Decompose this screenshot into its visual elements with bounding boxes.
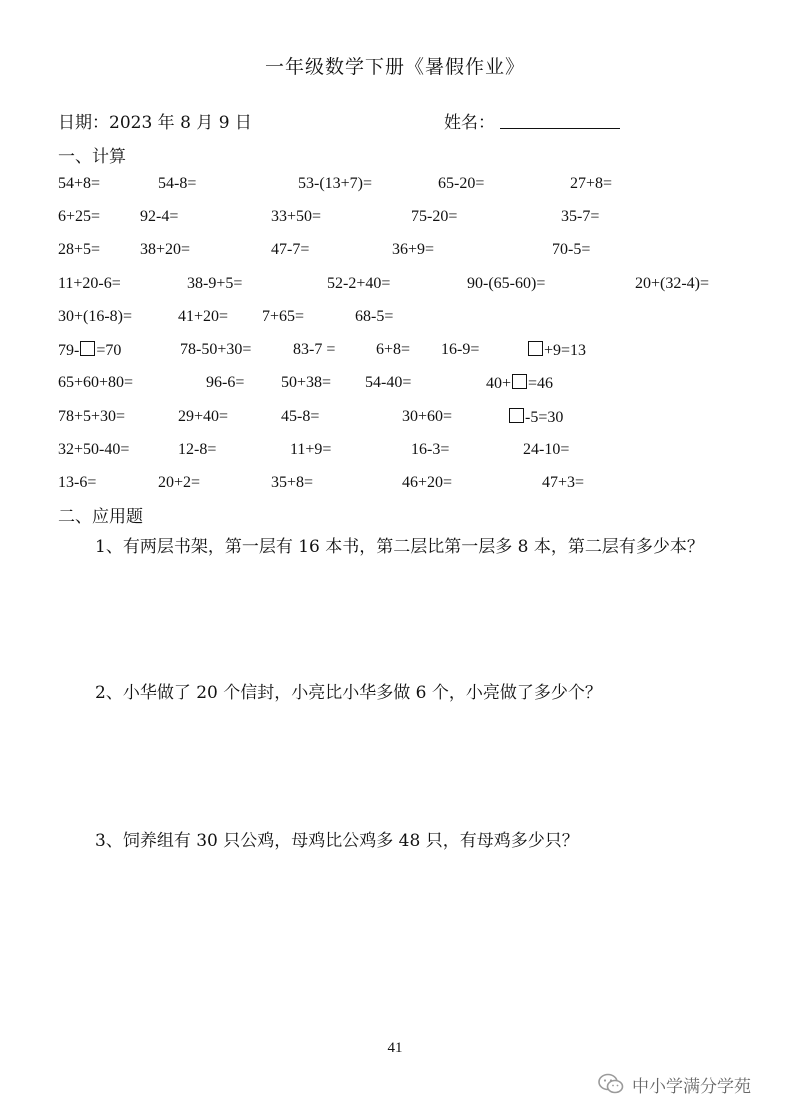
calc-item: 65+60+80=: [58, 374, 134, 391]
calc-item: 46+20=: [402, 474, 453, 491]
calc-item: 33+50=: [271, 208, 322, 225]
answer-box: [80, 341, 95, 356]
calc-item: 6+8=: [376, 341, 411, 358]
calc-item: [58, 341, 121, 360]
calc-item: 32+50-40=: [58, 441, 130, 458]
answer-box: [528, 341, 543, 356]
calc-item: 30+(16-8)=: [58, 308, 133, 325]
calc-item: 38-9+5=: [187, 275, 243, 292]
calc-row: [0, 441, 790, 465]
calc-item: 28+5=: [58, 241, 101, 258]
calc-item-suffix: =46: [528, 375, 554, 392]
calc-item-prefix: 40+: [486, 375, 512, 392]
calc-row: [0, 374, 790, 398]
word-problem-3: 3、饲养组有 30 只公鸡，母鸡比公鸡多 48 只，有母鸡多少只？: [95, 831, 579, 851]
calc-item: 12-8=: [178, 441, 217, 458]
calc-item: 38+20=: [140, 241, 191, 258]
calc-item: 92-4=: [140, 208, 179, 225]
answer-box: [509, 408, 524, 423]
answer-box: [512, 374, 527, 389]
calc-item: 96-6=: [206, 374, 245, 391]
watermark: [598, 1072, 751, 1096]
calc-row: [0, 308, 790, 332]
calc-item: 83-7 =: [293, 341, 336, 358]
calc-row: [0, 208, 790, 232]
calc-item: 90-(65-60)=: [467, 275, 546, 292]
name-label: 姓名：: [444, 113, 495, 133]
page-number: 41: [387, 1040, 403, 1056]
page-title: 一年级数学下册《暑假作业》: [264, 56, 525, 78]
calc-item: 65-20=: [438, 175, 485, 192]
calc-item: 54-40=: [365, 374, 412, 391]
calc-item: 47+3=: [542, 474, 585, 491]
calc-item: 36+9=: [392, 241, 435, 258]
calc-item: 7+65=: [262, 308, 305, 325]
name-blank-line: [500, 128, 620, 129]
section-heading-word-problems: 二、应用题: [58, 507, 143, 527]
calc-item: 16-9=: [441, 341, 480, 358]
calc-row: [0, 474, 790, 498]
calc-item: 54-8=: [158, 175, 197, 192]
calc-row: [0, 241, 790, 265]
calc-item: 41+20=: [178, 308, 229, 325]
calc-item: 27+8=: [570, 175, 613, 192]
calc-item: 29+40=: [178, 408, 229, 425]
calc-item: 30+60=: [402, 408, 453, 425]
calc-item: 68-5=: [355, 308, 394, 325]
calc-item: 47-7=: [271, 241, 310, 258]
word-problem-2: 2、小华做了 20 个信封，小亮比小华多做 6 个，小亮做了多少个？: [95, 683, 602, 703]
calc-row: [0, 275, 790, 299]
calc-item: 16-3=: [411, 441, 450, 458]
watermark-text: 中小学满分学苑: [632, 1076, 751, 1097]
calc-item: 13-6=: [58, 474, 97, 491]
calc-item: 53-(13+7)=: [298, 175, 373, 192]
calc-item: 35-7=: [561, 208, 600, 225]
calc-item: 20+(32-4)=: [635, 275, 710, 292]
calc-item: 11+20-6=: [58, 275, 121, 292]
calc-item: [508, 408, 563, 427]
calc-item: 50+38=: [281, 374, 332, 391]
word-problem-1: 1、有两层书架，第一层有 16 本书，第二层比第一层多 8 本，第二层有多少本？: [95, 537, 704, 557]
wechat-icon: [598, 1073, 624, 1095]
calc-item-suffix: +9=13: [544, 342, 587, 359]
calc-item: 45-8=: [281, 408, 320, 425]
calc-item-suffix: -5=30: [525, 409, 564, 426]
calc-item: 35+8=: [271, 474, 314, 491]
calc-item-suffix: =70: [96, 342, 122, 359]
section-heading-calc: 一、计算: [58, 147, 126, 167]
date-label: 日期：2023 年 8 月 9 日: [58, 113, 252, 133]
calc-item: 52-2+40=: [327, 275, 391, 292]
calc-item: 20+2=: [158, 474, 201, 491]
calc-item: 78+5+30=: [58, 408, 126, 425]
calc-row: [0, 408, 790, 432]
calc-row: [0, 175, 790, 199]
calc-row: [0, 341, 790, 365]
calc-item: 75-20=: [411, 208, 458, 225]
calc-item: 11+9=: [290, 441, 332, 458]
calc-item: 6+25=: [58, 208, 101, 225]
calc-item: 24-10=: [523, 441, 570, 458]
calc-item: [527, 341, 586, 360]
calc-item-prefix: 79-: [58, 342, 80, 359]
calc-item: 70-5=: [552, 241, 591, 258]
calc-item: 78-50+30=: [180, 341, 252, 358]
calc-item: [486, 374, 553, 393]
calc-item: 54+8=: [58, 175, 101, 192]
